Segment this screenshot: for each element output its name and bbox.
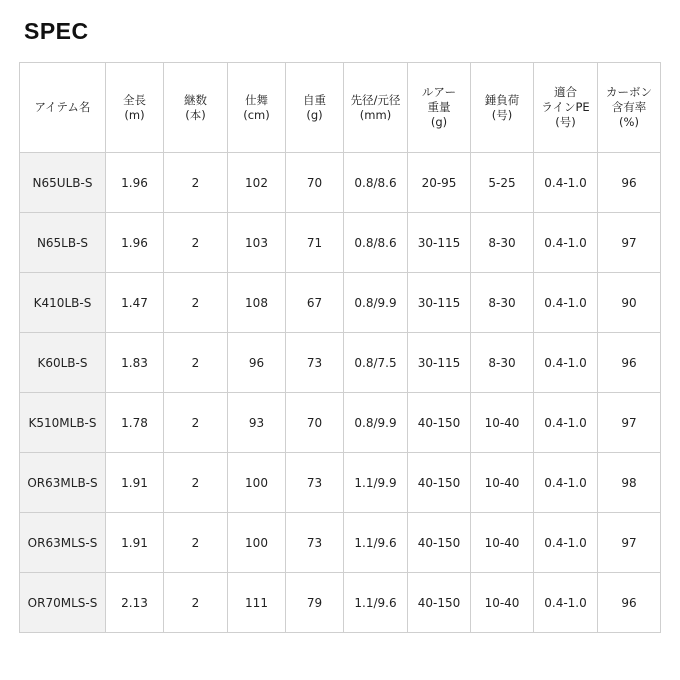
table-cell: 8-30: [471, 333, 534, 393]
header-line: 全長: [123, 92, 146, 107]
header-line: 先径/元径: [350, 92, 401, 107]
table-cell: 1.1/9.6: [344, 573, 408, 633]
table-cell: 2: [164, 573, 228, 633]
header-line: 重量: [427, 100, 451, 114]
header-line: (%): [619, 115, 639, 129]
table-cell: 90: [598, 273, 661, 333]
table-cell: 1.78: [106, 393, 164, 453]
table-cell: 10-40: [471, 573, 534, 633]
table-cell: 1.1/9.6: [344, 513, 408, 573]
table-cell: 0.4-1.0: [534, 153, 598, 213]
table-cell: 103: [228, 213, 286, 273]
item-name-cell: N65LB-S: [20, 213, 106, 273]
table-cell: 2: [164, 213, 228, 273]
table-cell: 0.4-1.0: [534, 333, 598, 393]
table-cell: 79: [286, 573, 344, 633]
table-cell: 40-150: [408, 393, 471, 453]
header-line: (g): [306, 107, 323, 122]
table-cell: 0.4-1.0: [534, 213, 598, 273]
header-line: (cm): [243, 107, 270, 122]
table-cell: 96: [598, 573, 661, 633]
table-cell: 0.4-1.0: [534, 273, 598, 333]
table-cell: 71: [286, 213, 344, 273]
header-sinker-load: [471, 63, 534, 153]
item-name-cell: OR63MLS-S: [20, 513, 106, 573]
table-cell: 40-150: [408, 513, 471, 573]
table-cell: 96: [228, 333, 286, 393]
header-line: アイテム名: [34, 100, 91, 114]
table-cell: 10-40: [471, 513, 534, 573]
table-cell: 111: [228, 573, 286, 633]
header-pieces: [164, 63, 228, 153]
table-cell: 0.4-1.0: [534, 573, 598, 633]
header-length: [106, 63, 164, 153]
table-cell: 1.83: [106, 333, 164, 393]
table-cell: 2: [164, 453, 228, 513]
table-cell: 98: [598, 453, 661, 513]
table-cell: 0.8/7.5: [344, 333, 408, 393]
table-cell: 97: [598, 213, 661, 273]
header-line: 錘負荷: [484, 92, 520, 107]
table-cell: 0.8/9.9: [344, 393, 408, 453]
item-name-cell: K510MLB-S: [20, 393, 106, 453]
item-name-cell: K60LB-S: [20, 333, 106, 393]
table-row: [20, 153, 661, 213]
table-header-row: [20, 63, 661, 153]
table-cell: 40-150: [408, 573, 471, 633]
table-cell: 0.8/8.6: [344, 213, 408, 273]
table-cell: 0.4-1.0: [534, 453, 598, 513]
header-line: 適合: [554, 85, 577, 99]
table-cell: 0.4-1.0: [534, 513, 598, 573]
table-cell: 2: [164, 273, 228, 333]
table-cell: 93: [228, 393, 286, 453]
table-cell: 70: [286, 153, 344, 213]
spec-table: [19, 62, 661, 633]
table-row: [20, 393, 661, 453]
table-cell: 2: [164, 393, 228, 453]
page-title: SPEC: [24, 18, 89, 44]
table-cell: 0.8/9.9: [344, 273, 408, 333]
table-cell: 0.4-1.0: [534, 393, 598, 453]
table-cell: 30-115: [408, 333, 471, 393]
table-row: [20, 573, 661, 633]
header-line: 仕舞: [245, 92, 268, 107]
table-cell: 100: [228, 513, 286, 573]
table-cell: 8-30: [471, 273, 534, 333]
table-cell: 30-115: [408, 273, 471, 333]
header-item-name: [20, 63, 106, 153]
table-cell: 10-40: [471, 453, 534, 513]
table-cell: 5-25: [471, 153, 534, 213]
table-cell: 67: [286, 273, 344, 333]
table-cell: 2.13: [106, 573, 164, 633]
table-cell: 97: [598, 393, 661, 453]
header-line: (mm): [359, 107, 392, 122]
header-line: (号): [555, 115, 576, 129]
header-line: ルアー: [421, 85, 457, 99]
table-cell: 1.91: [106, 513, 164, 573]
table-cell: 102: [228, 153, 286, 213]
header-line: カーボン: [606, 85, 652, 99]
table-cell: 73: [286, 333, 344, 393]
table-row: [20, 273, 661, 333]
table-cell: 1.96: [106, 213, 164, 273]
table-cell: 1.1/9.9: [344, 453, 408, 513]
header-carbon-content: [598, 63, 661, 153]
header-line: (g): [430, 115, 448, 129]
header-line: 含有率: [611, 100, 647, 114]
header-line: (m): [124, 107, 145, 122]
table-cell: 1.47: [106, 273, 164, 333]
header-tip-butt-diameter: [344, 63, 408, 153]
table-cell: 8-30: [471, 213, 534, 273]
table-cell: 73: [286, 453, 344, 513]
table-row: [20, 453, 661, 513]
header-closed-length: [228, 63, 286, 153]
table-cell: 30-115: [408, 213, 471, 273]
table-row: [20, 513, 661, 573]
header-line: (号): [491, 107, 513, 122]
table-cell: 70: [286, 393, 344, 453]
table-cell: 108: [228, 273, 286, 333]
header-line: 自重: [303, 92, 326, 107]
table-cell: 10-40: [471, 393, 534, 453]
table-cell: 97: [598, 513, 661, 573]
table-cell: 40-150: [408, 453, 471, 513]
table-cell: 2: [164, 153, 228, 213]
table-cell: 2: [164, 513, 228, 573]
table-cell: 96: [598, 333, 661, 393]
table-cell: 73: [286, 513, 344, 573]
table-cell: 1.96: [106, 153, 164, 213]
item-name-cell: OR63MLB-S: [20, 453, 106, 513]
header-line: (本): [185, 107, 206, 122]
table-body: [20, 153, 661, 633]
header-weight: [286, 63, 344, 153]
item-name-cell: N65ULB-S: [20, 153, 106, 213]
table-cell: 0.8/8.6: [344, 153, 408, 213]
table-cell: 100: [228, 453, 286, 513]
table-row: [20, 333, 661, 393]
item-name-cell: K410LB-S: [20, 273, 106, 333]
table-cell: 96: [598, 153, 661, 213]
header-line: ラインPE: [541, 100, 590, 114]
table-cell: 20-95: [408, 153, 471, 213]
item-name-cell: OR70MLS-S: [20, 573, 106, 633]
header-lure-weight: [408, 63, 471, 153]
table-cell: 2: [164, 333, 228, 393]
header-line: 継数: [184, 92, 207, 107]
table-row: [20, 213, 661, 273]
header-line-pe: [534, 63, 598, 153]
table-cell: 1.91: [106, 453, 164, 513]
